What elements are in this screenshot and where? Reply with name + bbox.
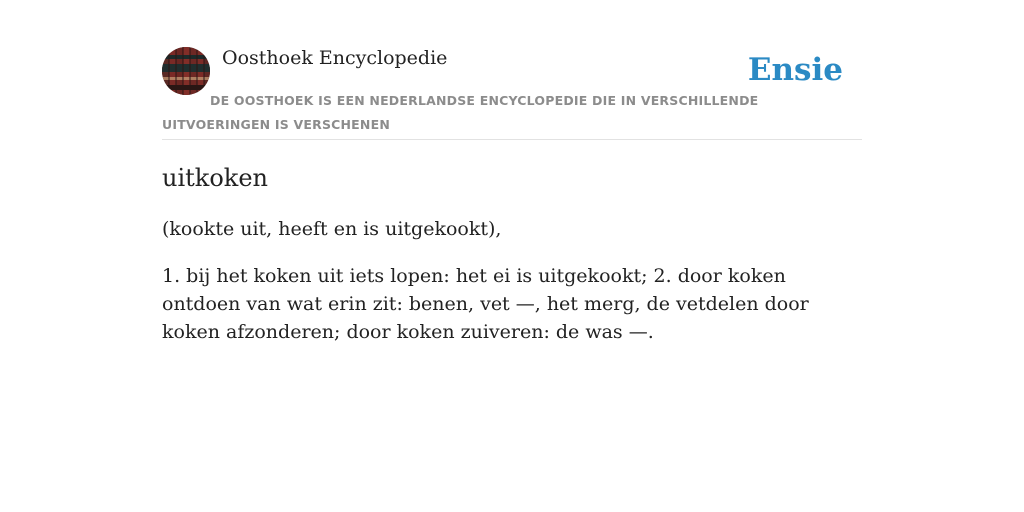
encyclopedia-books-icon bbox=[162, 47, 210, 95]
entry-title: uitkoken bbox=[162, 164, 268, 192]
entry-definition: 1. bij het koken uit iets lopen: het ei is uitgekookt; 2. door koken ontdoen van wat erin zit: benen, vet —, het merg, de vetdelen door koken afzonderen; door koken zuiveren: de was —. bbox=[162, 265, 809, 343]
source-description: DE OOSTHOEK IS EEN NEDERLANDSE ENCYCLOPEDIE DIE IN VERSCHILLENDE UITVOERINGEN IS VERSCHENEN bbox=[162, 93, 759, 132]
header-divider bbox=[162, 139, 862, 140]
entry-grammar: (kookte uit, heeft en is uitgekookt), bbox=[162, 218, 502, 240]
source-avatar[interactable] bbox=[162, 47, 210, 95]
brand-logo[interactable]: Ensie bbox=[747, 52, 843, 88]
entry-body bbox=[162, 215, 852, 365]
source-title-link[interactable]: Oosthoek Encyclopedie bbox=[222, 47, 448, 69]
